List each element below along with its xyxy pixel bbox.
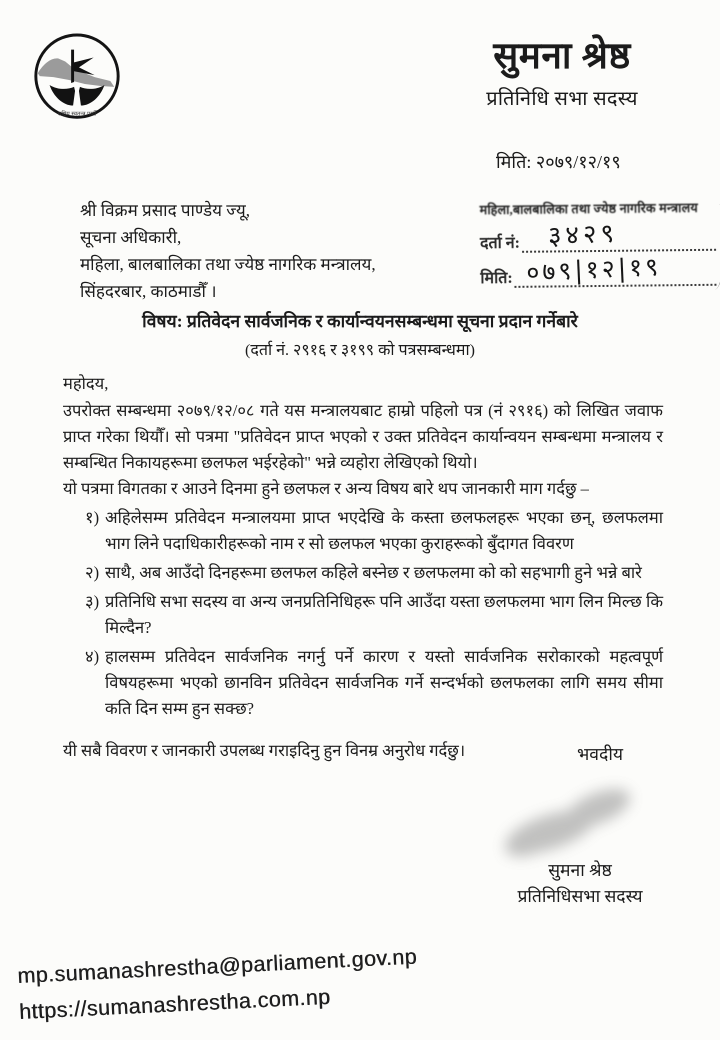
stamp-date-row — [480, 252, 716, 288]
letter-body — [63, 371, 663, 764]
list-item-text: हालसम्म प्रतिवेदन सार्वजनिक नगर्नु पर्ने कारण र यस्तो सार्वजनिक सरोकारको महत्वपूर्ण विषयहरूमा भएको छानविन प्रतिवेदन सार्वजनिक गर्ने सन्दर्भको छलफलका लागि समय सीमा कति दिन सम्म हुन सक्छ? — [105, 647, 663, 718]
list-item-text: अहिलेसम्म प्रतिवेदन मन्त्रालयमा प्राप्त भएदेखि के कस्ता छलफलहरू भएका छन्, छलफलमा भाग लिने पदाधिकारीहरूको नाम र सो छलफल भएका कुराहरूको बुँदागत विवरण — [105, 508, 663, 553]
letter-date: मिति: २०७९/१२/१९ — [496, 152, 621, 172]
recipient-ministry: महिला, बालबालिका तथा ज्येष्ठ नागरिक मन्त्रालय, — [80, 255, 376, 274]
valediction: भवदीय — [577, 744, 624, 764]
svg-text:राष्ट्रिय स्वतन्त्र पार्टी: राष्ट्रिय स्वतन्त्र पार्टी — [57, 111, 97, 118]
recipient-role: सूचना अधिकारी, — [80, 228, 182, 247]
signer-title: प्रतिनिधिसभा सदस्य — [517, 886, 643, 906]
subject-line: विषय: प्रतिवेदन सार्वजनिक र कार्यान्वयनसम्बन्धमा सूचना प्रदान गर्नेबारे — [142, 311, 578, 331]
recipient-name: श्री विक्रम प्रसाद पाण्डेय ज्यू, — [80, 201, 251, 220]
salutation: महोदय, — [63, 374, 109, 393]
stamp-edge-curve — [708, 203, 720, 290]
letterhead — [432, 34, 692, 111]
list-item — [63, 505, 663, 557]
list-item — [63, 589, 663, 641]
stamp-reg-row — [479, 218, 716, 253]
stamp-date-label: मिति: — [480, 269, 513, 288]
closing-request: यी सबै विवरण र जानकारी उपलब्ध गराइदिनु हुन विनम्र अनुरोध गर्दछु। — [63, 741, 466, 760]
subject-block — [0, 309, 720, 360]
list-item-text: साथै, अब आउँदो दिनहरूमा छलफल कहिले बस्नेछ र छलफलमा को को सहभागी हुने भन्ने बारे — [105, 563, 642, 582]
list-item-number: ३) — [85, 592, 100, 611]
recipient-location: सिंहदरबार, काठमाडौँ । — [80, 282, 217, 301]
body-paragraph-2: यो पत्रमा विगतका र आउने दिनमा हुने छलफल र अन्य विषय बारे थप जानकारी माग गर्दछु – — [63, 479, 589, 498]
list-item-text: प्रतिनिधि सभा सदस्य वा अन्य जनप्रतिनिधिहरू पनि आउँदा यस्ता छलफलमा भाग लिन मिल्छ कि मिल्दैन? — [105, 592, 663, 637]
footer-email: mp.sumanashrestha@parliament.gov.np — [16, 944, 418, 989]
list-item-number: २) — [85, 563, 100, 582]
party-logo — [28, 30, 126, 136]
list-item-number: १) — [85, 508, 100, 527]
list-item — [63, 644, 663, 722]
subject-reference-note: (दर्ता नं. २९१६ र ३१९९ को पत्रसम्बन्धमा) — [245, 342, 475, 359]
signer-block — [480, 857, 680, 909]
stamp-reg-label: दर्ता नं: — [479, 234, 521, 253]
footer-website: https://sumanashrestha.com.np — [18, 984, 331, 1025]
list-item-number: ४) — [85, 647, 100, 666]
stamp-date-handwritten: ०७९|१२|१९ — [525, 252, 662, 288]
list-item — [63, 560, 663, 586]
stamp-ministry-text: महिला,बालबालिका तथा ज्येष्ठ नागरिक मन्त्रालय — [479, 199, 698, 218]
footer-contacts — [16, 939, 419, 1030]
party-emblem-icon — [28, 30, 126, 136]
letterhead-title: प्रतिनिधि सभा सदस्य — [486, 88, 638, 111]
stamp-reg-number-handwritten: ३४२९ — [547, 218, 619, 252]
question-list — [63, 505, 663, 722]
letterhead-name: सुमना श्रेष्ठ — [493, 36, 631, 77]
body-paragraph-1: उपरोक्त सम्बन्धमा २०७९/१२/०८ गते यस मन्त्रालयबाट हाम्रो पहिलो पत्र (नं २९१६) को लिखित जवाफ प्राप्त गरेका थियौँ। सो पत्रमा "प्रतिवेदन प्राप्त भएको र उक्त प्रतिवेदन कार्यान्वयन सम्बन्धमा मन्त्रालय र सम्बन्धित निकायहरूमा छलफल भईरहेको" भन्ने व्यहोरा लेखिएको थियो। — [63, 401, 663, 472]
recipient-address — [80, 197, 376, 305]
registration-stamp — [480, 198, 717, 288]
handwritten-signature — [470, 760, 670, 870]
signer-name: सुमना श्रेष्ठ — [548, 860, 612, 880]
